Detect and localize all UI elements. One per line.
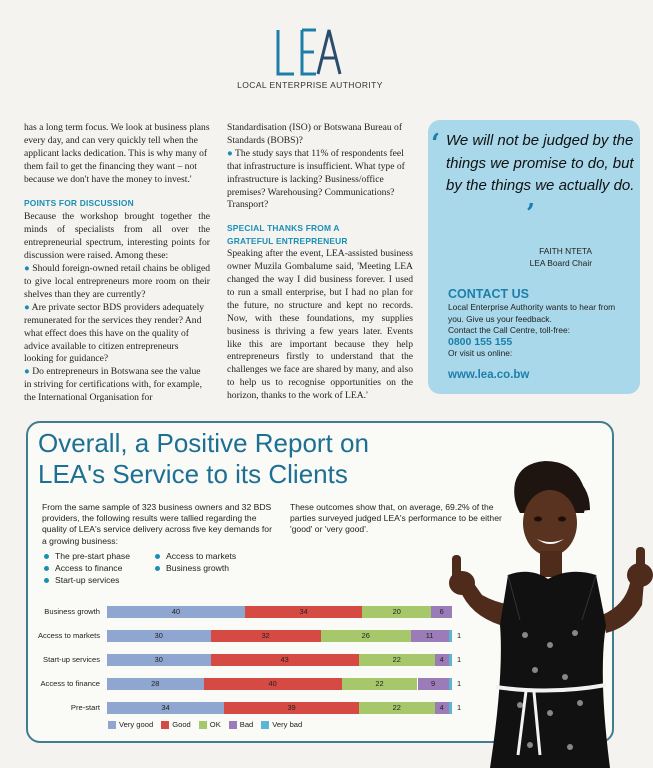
data-label: 32 [261, 631, 270, 640]
bullet-icon [44, 554, 49, 559]
data-label: 40 [268, 679, 277, 688]
legend-label: OK [209, 720, 221, 729]
stacked-bar-chart [0, 606, 470, 718]
legend-label: Very bad [272, 720, 303, 729]
list-item: ● The study says that 11% of respondents feel that infrastructure is insufficient. What type of infrastructure is lacking? Business/office premises? Warehousing? Communications? Transport? [227, 147, 405, 211]
report-title [38, 428, 418, 490]
contact-line: Contact the Call Centre, toll-free: [448, 325, 570, 336]
bullet-icon [44, 578, 49, 583]
contact-heading: CONTACT US [448, 287, 530, 301]
data-label: 40 [171, 607, 181, 616]
data-label: 30 [154, 631, 163, 640]
quote-name: FAITH NTETA [539, 246, 592, 256]
lea-logo [272, 26, 344, 80]
category-label: Start-up services [43, 655, 100, 664]
paragraph: Standardisation (ISO) or Botswana Bureau of Standards (BOBS)? [227, 122, 403, 146]
data-label: 43 [280, 655, 289, 664]
legend-item [199, 720, 221, 729]
section-heading: POINTS FOR DISCUSSION [24, 197, 134, 208]
article-column-2 [227, 122, 413, 403]
legend-label: Good [172, 720, 191, 729]
category-label: Pre-start [70, 703, 100, 712]
bullet-icon [44, 566, 49, 571]
data-label: 9 [430, 679, 436, 688]
demand-list-right [155, 550, 275, 574]
data-label: 1 [457, 679, 462, 688]
data-label: 30 [154, 655, 163, 664]
data-label: 28 [151, 679, 160, 688]
list-item: The pre-start phase [44, 550, 154, 562]
data-label: 26 [361, 631, 370, 640]
paragraph: has a long term focus. We look at business plans every day, and can very quickly tell when the applicant lacks dedication. This is why many of them fail to get the financing they want – not because we don't have the money to invest.' [24, 122, 210, 185]
data-label: 11 [425, 631, 434, 640]
list-item: Start-up services [44, 574, 154, 586]
legend-item [229, 720, 254, 729]
legend-swatch [229, 721, 237, 729]
data-label: 20 [392, 607, 401, 616]
paragraph: Speaking after the event, LEA-assisted business owner Muzila Gombalume said, 'Meeting LEA changed the way I did business forever. I used to run a small enterprise, but I had no plan for the future, no structure and kept no records. Now, with these foundations, my supplies business is thriving a few years later. Events like this are important because they help entrepreneurs firstly to understand that the challenges we face are shared by many, and also to help us to recognise opportunities on the horizon, thanks to the work of LEA.' [227, 248, 413, 402]
legend-swatch [108, 721, 116, 729]
article-column-1 [24, 122, 210, 405]
section-heading: SPECIAL THANKS FROM A [227, 223, 340, 234]
contact-line: Local Enterprise Authority wants to hear from you. Give us your feedback. [448, 302, 616, 324]
list-item: ● Should foreign-owned retail chains be obliged to give local entrepreneurs more room on their shelves than they are currently? [24, 263, 210, 300]
data-label: 34 [299, 607, 308, 616]
list-item: ● Do entrepreneurs in Botswana see the value in striving for certifications with, for example, the International Organisation for [24, 366, 202, 404]
legend-item [108, 720, 153, 729]
legend-swatch [199, 721, 207, 729]
contact-text [448, 302, 628, 360]
category-label: Access to markets [37, 631, 100, 640]
data-label: 4 [439, 703, 444, 712]
paragraph: Because the workshop brought together the minds of specialists from all over the entrepreneurial spectrum, interesting points for discussion were raised. Among these: [24, 211, 210, 262]
data-label: 4 [439, 655, 444, 664]
legend-swatch [161, 721, 169, 729]
data-label: 6 [439, 607, 444, 616]
data-label: 22 [392, 703, 401, 712]
list-item: ● Are private sector BDS providers adequately remunerated for the services they render? And what effect does this have on the quality of advice available to citizen entrepreneurs looking for guidance? [24, 301, 205, 365]
list-item: Access to finance [44, 562, 154, 574]
website-link[interactable]: www.lea.co.bw [448, 369, 530, 381]
close-quote-mark: ’ [526, 199, 536, 229]
bullet-icon [155, 566, 160, 571]
list-item: Business growth [155, 562, 275, 574]
list-item: Access to markets [155, 550, 275, 562]
legend-swatch [261, 721, 269, 729]
report-title-line: LEA's Service to its Clients [38, 459, 348, 489]
legend-item [161, 720, 191, 729]
category-label: Access to finance [40, 679, 100, 688]
bullet-icon [155, 554, 160, 559]
authority-name: LOCAL ENTERPRISE AUTHORITY [237, 80, 383, 90]
quote-role: LEA Board Chair [529, 258, 592, 268]
phone-number[interactable]: 0800 155 155 [448, 335, 513, 348]
report-summary: These outcomes show that, on average, 69.2% of the parties surveyed judged LEA's performance to be either 'good' or 'very good'. [290, 502, 502, 535]
chart-legend [108, 720, 310, 729]
data-label: 1 [457, 703, 462, 712]
data-label: 1 [457, 631, 462, 640]
demand-list-left [44, 550, 154, 586]
data-label: 22 [392, 655, 401, 664]
report-title-line: Overall, a Positive Report on [38, 428, 369, 458]
report-intro: From the same sample of 323 business owners and 32 BDS providers, the following results were tallied regarding the quality of LEA's service delivery across five key demands for a growing business: [42, 502, 272, 546]
contact-line: Or visit us online: [448, 348, 513, 359]
legend-item [261, 720, 302, 729]
woman-thumbs-up-photo [430, 455, 653, 768]
category-label: Business growth [44, 607, 100, 616]
open-quote-mark: ‘ [431, 129, 441, 159]
data-label: 34 [161, 703, 170, 712]
section-heading: GRATEFUL ENTREPRENEUR [227, 236, 348, 247]
data-label: 1 [457, 655, 462, 664]
data-label: 39 [287, 703, 296, 712]
data-label: 22 [375, 679, 384, 688]
legend-label: Bad [239, 720, 254, 729]
pull-quote: We will not be judged by the things we promise to do, but by the things we actually do. [446, 132, 635, 194]
quote-attribution [470, 245, 592, 269]
legend-label: Very good [119, 720, 154, 729]
